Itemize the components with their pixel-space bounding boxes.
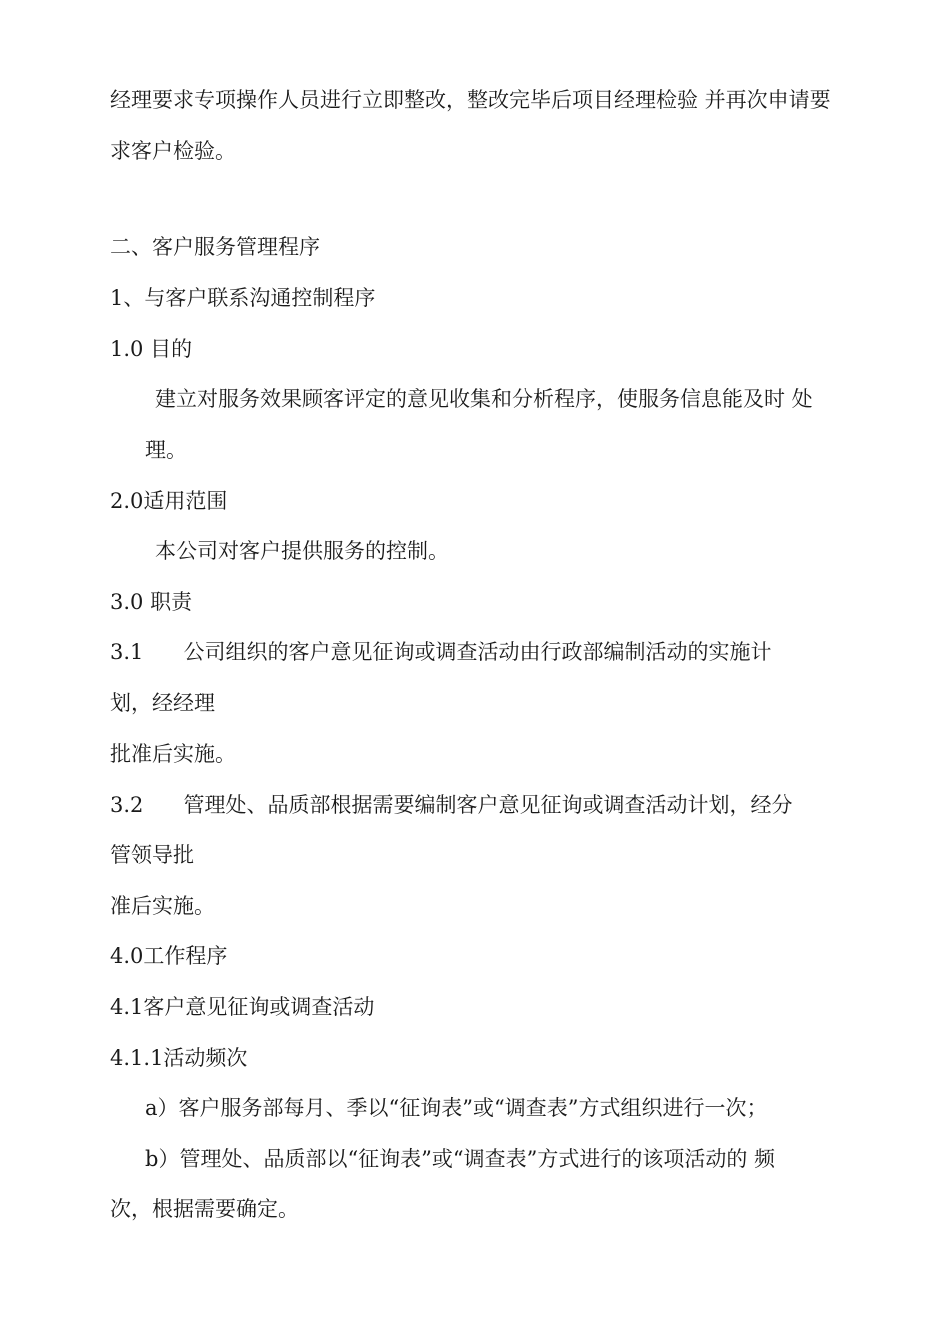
list-item: b）管理处、品质部以“征询表”或“调查表”方式进行的该项活动的 频	[145, 1147, 776, 1171]
text-line: 本公司对客户提供服务的控制。	[155, 539, 449, 563]
text-line: 求客户检验。	[110, 139, 236, 163]
clause-heading: 1.0 目的	[110, 337, 193, 361]
subsection-heading: 1、与客户联系沟通控制程序	[110, 286, 376, 310]
clause-heading: 3.0 职责	[110, 590, 193, 614]
list-item: a）客户服务部每月、季以“征询表”或“调查表”方式组织进行一次；	[145, 1096, 768, 1120]
text-line: 批准后实施。	[110, 742, 236, 766]
text-line: 3.2 管理处、品质部根据需要编制客户意见征询或调查活动计划，经分	[110, 793, 793, 817]
clause-heading: 4.1客户意见征询或调查活动	[110, 995, 375, 1019]
text-line: 建立对服务效果顾客评定的意见收集和分析程序，使服务信息能及时 处	[155, 387, 813, 411]
text-line: 经理要求专项操作人员进行立即整改，整改完毕后项目经理检验 并再次申请要	[110, 88, 831, 112]
text-line: 次，根据需要确定。	[110, 1197, 299, 1221]
clause-heading: 4.0工作程序	[110, 944, 228, 968]
text-line: 3.1 公司组织的客户意见征询或调查活动由行政部编制活动的实施计	[110, 640, 772, 664]
text-line: 划，经经理	[110, 691, 215, 715]
clause-heading: 4.1.1活动频次	[110, 1046, 248, 1070]
text-line: 管领导批	[110, 843, 194, 867]
section-heading: 二、客户服务管理程序	[110, 235, 320, 259]
clause-heading: 2.0适用范围	[110, 489, 228, 513]
text-line: 理。	[145, 438, 187, 462]
text-line: 准后实施。	[110, 894, 215, 918]
